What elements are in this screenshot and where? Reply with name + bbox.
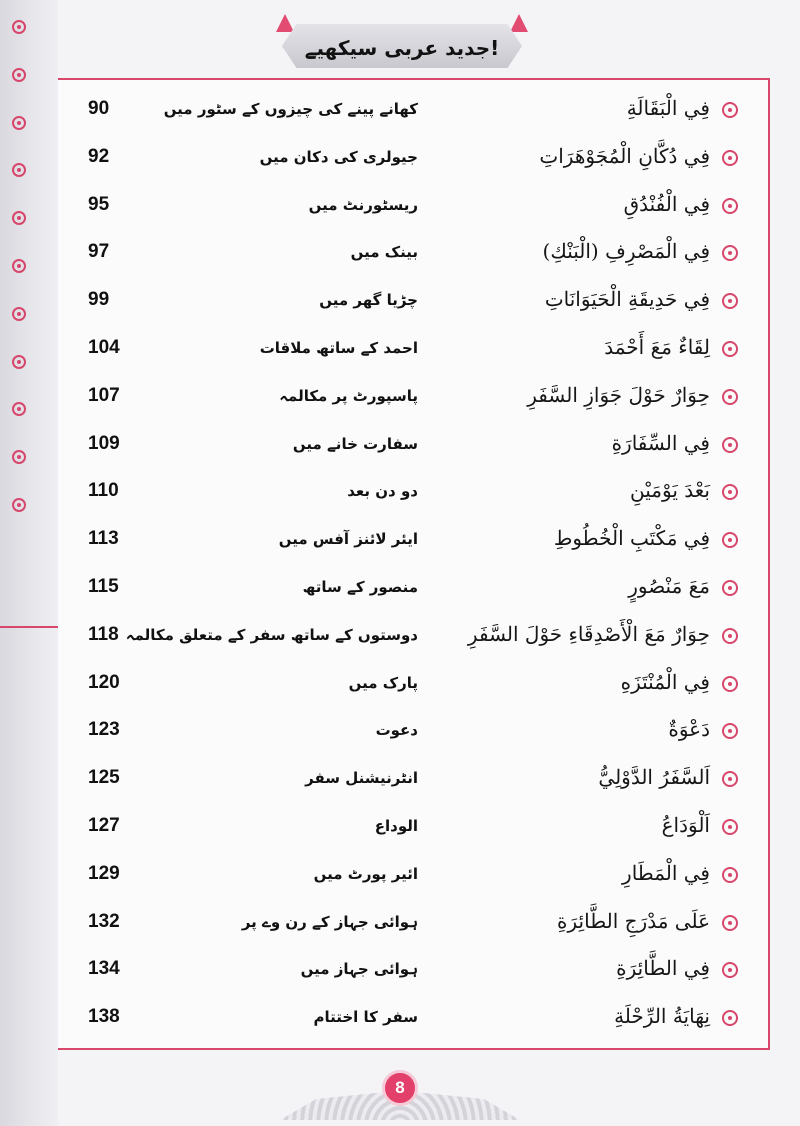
urdu-title: احمد کے ساتھ ملاقات [259, 339, 418, 357]
arabic-title: اَلسَّفَرُ الدَّوْلِيُّ [598, 765, 710, 790]
urdu-title: سفارت خانے میں [292, 434, 418, 453]
bullet-icon [722, 580, 738, 596]
bullet-icon [722, 915, 738, 931]
bullet-icon [722, 198, 738, 214]
urdu-title: منصور کے ساتھ [302, 578, 418, 596]
arabic-title: دَعْوَةٌ [668, 717, 710, 742]
toc-row [58, 1000, 748, 1040]
facing-bullet-icon [12, 116, 26, 130]
toc-row [58, 188, 748, 228]
toc-row [58, 235, 748, 275]
toc-row [58, 809, 748, 849]
facing-bullet-icon [12, 307, 26, 321]
toc-row [58, 952, 748, 992]
urdu-title: بینک میں [350, 243, 418, 262]
facing-bullet-icon [12, 498, 26, 512]
urdu-title: ائیر پورٹ میں [313, 864, 418, 883]
toc-row [58, 713, 748, 753]
toc-row [58, 474, 748, 514]
bullet-icon [722, 723, 738, 739]
toc-row [58, 92, 748, 132]
facing-page-edge [0, 0, 58, 1126]
arabic-title: اَلْوَدَاعُ [661, 813, 710, 837]
bullet-icon [722, 1010, 738, 1026]
page-reference: 129 [88, 862, 120, 884]
toc-row [58, 570, 748, 610]
bullet-icon [722, 293, 738, 309]
toc-row [58, 522, 748, 562]
bullet-icon [722, 437, 738, 453]
urdu-title: جیولری کی دکان میں [259, 147, 418, 166]
arabic-title: فِي حَدِيقَةِ الْحَيَوَانَاتِ [544, 287, 710, 312]
urdu-title: چڑیا گھر میں [319, 291, 418, 310]
arabic-title: عَلَى مَدْرَجِ الطَّائِرَةِ [557, 908, 710, 933]
banner-tip-left [276, 14, 294, 32]
toc-row [58, 666, 748, 706]
bullet-icon [722, 532, 738, 548]
urdu-title: دعوت [375, 721, 418, 740]
arabic-title: حِوَارٌ مَعَ الْأَصْدِقَاءِ حَوْلَ السَّفَرِ [467, 621, 710, 646]
bullet-icon [722, 245, 738, 261]
page-reference: 120 [88, 671, 120, 693]
urdu-title: الوداع [374, 817, 418, 835]
arabic-title: لِقَاءٌ مَعَ أَحْمَدَ [604, 335, 710, 359]
page-reference: 134 [88, 958, 120, 980]
page-reference: 132 [88, 910, 120, 932]
bullet-icon [722, 102, 738, 118]
page-reference: 107 [88, 384, 120, 406]
bullet-icon [722, 867, 738, 883]
bullet-icon [722, 628, 738, 644]
arabic-title: فِي الْمَصْرِفِ (الْبَنْكِ) [542, 239, 710, 264]
page-reference: 110 [88, 480, 119, 502]
page-reference: 99 [88, 289, 110, 311]
facing-bullet-icon [12, 68, 26, 82]
facing-bullet-icon [12, 355, 26, 369]
bullet-icon [722, 150, 738, 166]
urdu-title: پارک میں [348, 673, 418, 692]
toc-row [58, 761, 748, 801]
arabic-title: فِي مَكْتَبِ الْخُطُوطِ [553, 526, 710, 551]
page-reference: 125 [88, 767, 120, 789]
header-banner [282, 14, 522, 68]
urdu-title: ہوائی جہاز کے رن وے پر [241, 912, 418, 931]
toc-row [58, 427, 748, 467]
urdu-title: ایئر لائنز آفس میں [278, 530, 418, 549]
toc-row [58, 379, 748, 419]
bullet-icon [722, 389, 738, 405]
page-reference: 92 [88, 145, 110, 167]
bullet-icon [722, 484, 738, 500]
urdu-title: دو دن بعد [347, 482, 418, 501]
arabic-title: حِوَارٌ حَوْلَ جَوَازِ السَّفَرِ [527, 382, 710, 407]
toc-row [58, 140, 748, 180]
bullet-icon [722, 771, 738, 787]
urdu-title: ہوائی جہاز میں [300, 960, 418, 979]
bullet-icon [722, 962, 738, 978]
urdu-title: کھانے پینے کی چیزوں کے سٹور میں [163, 100, 418, 118]
page-footer [280, 1062, 520, 1126]
banner-tip-right [510, 14, 528, 32]
arabic-title: فِي الطَّائِرَةِ [616, 956, 710, 981]
toc-row [58, 331, 748, 371]
page-number-badge: 8 [382, 1070, 418, 1106]
page-reference: 104 [88, 337, 120, 358]
toc-row [58, 905, 748, 945]
arabic-title: نِهَايَةُ الرِّحْلَةِ [614, 1004, 710, 1029]
urdu-title: دوستوں کے ساتھ سفر کے متعلق مکالمہ [125, 625, 418, 644]
bullet-icon [722, 819, 738, 835]
arabic-title: فِي دُكَّانِ الْمُجَوْهَرَاتِ [539, 143, 710, 168]
page-reference: 95 [88, 193, 110, 215]
page-reference: 97 [88, 241, 110, 263]
page-reference: 90 [88, 98, 110, 119]
bullet-icon [722, 676, 738, 692]
arabic-title: فِي السِّفَارَةِ [611, 430, 710, 455]
urdu-title: پاسپورٹ پر مکالمہ [279, 386, 418, 405]
arabic-title: فِي الْمُنْتَزَهِ [620, 669, 710, 694]
toc-row [58, 618, 748, 658]
toc-row [58, 283, 748, 323]
arabic-title: مَعَ مَنْصُورٍ [628, 574, 710, 598]
facing-page-divider [0, 626, 58, 628]
arabic-title: فِي الْمَطَارِ [622, 860, 710, 885]
urdu-title: سفر کا اختتام [313, 1008, 418, 1027]
page-reference: 138 [88, 1006, 120, 1028]
page-reference: 127 [88, 815, 120, 836]
page-reference: 118 [88, 623, 119, 645]
page-reference: 115 [88, 576, 119, 597]
urdu-title: ریسٹورنٹ میں [308, 195, 418, 214]
arabic-title: بَعْدَ يَوْمَيْنِ [630, 478, 710, 503]
arabic-title: فِي الْبَقَالَةِ [626, 96, 710, 120]
urdu-title: انٹرنیشنل سفر [305, 769, 418, 788]
arabic-title: فِي الْفُنْدُقِ [623, 191, 710, 216]
book-title: جدید عربی سیکھیے! [304, 36, 500, 60]
facing-bullet-icon [12, 20, 26, 34]
page-reference: 113 [88, 528, 119, 550]
page-reference: 123 [88, 719, 120, 741]
bullet-icon [722, 341, 738, 357]
facing-bullet-icon [12, 259, 26, 273]
page-reference: 109 [88, 432, 120, 454]
toc-row [58, 857, 748, 897]
